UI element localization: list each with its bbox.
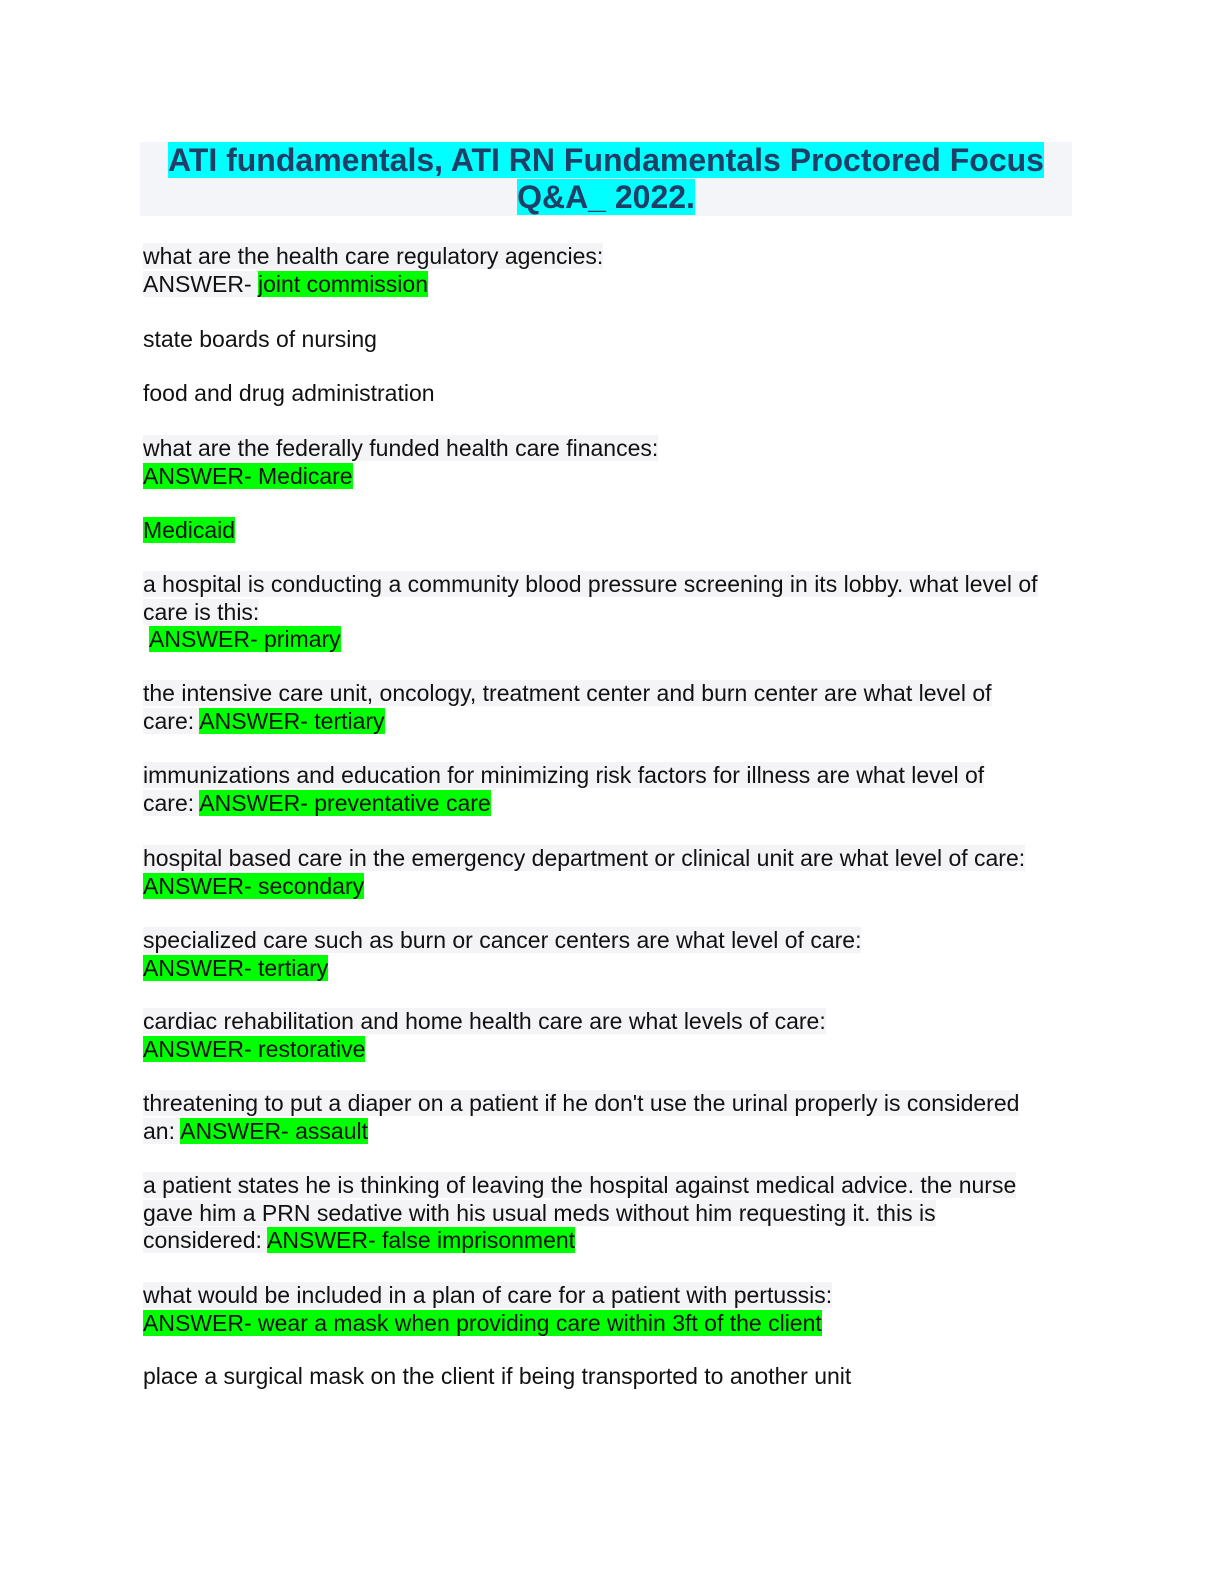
answer-highlight: ANSWER- tertiary [143,954,329,981]
answer-highlight: Medicaid [143,517,236,543]
qa-item-restorative-care [143,1008,1078,1063]
question-text-line-1: a patient states he is thinking of leaving the hospital against medical advice. the nurse [143,1172,1017,1198]
question-text: what are the health care regulatory agencies: [143,243,604,269]
question-text-line-2: care is this: [143,598,260,625]
answer-highlight: ANSWER- Medicare [143,462,353,489]
qa-item-false-imprisonment [143,1172,1078,1255]
answer-highlight: ANSWER- primary [149,626,341,652]
answer-highlight: ANSWER- wear a mask when providing care within 3ft of the client [143,1309,822,1336]
title-line-2: Q&A_ 2022. [517,179,695,215]
answer-continuation [143,326,1078,354]
question-text: what are the federally funded health care finances: [143,435,659,461]
qa-item-assault [143,1090,1078,1145]
answer-prefix: ANSWER- [143,270,258,297]
answer-continuation [143,380,1078,408]
question-text: specialized care such as burn or cancer centers are what level of care: [143,927,862,953]
qa-item-preventative-care [143,762,1078,817]
qa-item-tertiary-care [143,680,1078,735]
answer-text: place a surgical mask on the client if being transported to another unit [143,1363,852,1389]
answer-highlight: ANSWER- restorative [143,1035,366,1062]
question-text-line-2: an: [143,1117,181,1144]
answer-highlight: ANSWER- secondary [143,872,365,899]
answer-text: state boards of nursing [143,326,377,352]
question-text-line-1: a hospital is conducting a community blood pressure screening in its lobby. what level of [143,571,1038,597]
answer-highlight: ANSWER- false imprisonment [267,1227,576,1253]
question-text: hospital based care in the emergency department or clinical unit are what level of care: [143,845,1026,871]
document-title [140,142,1072,216]
title-line-1: ATI fundamentals, ATI RN Fundamentals Proctored Focus [168,142,1044,178]
question-text-line-2: gave him a PRN sedative with his usual meds without him requesting it. this is [143,1199,936,1226]
question-text-line-1: the intensive care unit, oncology, treatment center and burn center are what level of [143,680,992,706]
answer-continuation [143,1363,1078,1391]
question-text-line-1: threatening to put a diaper on a patient if he don't use the urinal properly is considered [143,1090,1020,1116]
answer-highlight: joint commission [258,270,428,297]
answer-text: food and drug administration [143,380,435,406]
answer-continuation [143,517,1078,545]
qa-item-pertussis [143,1282,1078,1337]
question-text: what would be included in a plan of care for a patient with pertussis: [143,1282,833,1308]
question-text-line-2: care: [143,789,200,816]
question-text-line-2: care: [143,707,200,734]
qa-item-regulatory-agencies [143,243,1078,298]
answer-highlight: ANSWER- tertiary [199,707,385,734]
answer-highlight: ANSWER- assault [180,1117,368,1144]
qa-item-primary-care [143,571,1078,654]
qa-item-federal-finances [143,435,1078,490]
question-text-line-1: immunizations and education for minimizing risk factors for illness are what level of [143,762,985,788]
question-text: cardiac rehabilitation and home health care are what levels of care: [143,1008,826,1034]
question-text-line-3: considered: [143,1227,268,1253]
qa-item-secondary-care [143,845,1078,900]
qa-item-specialized-care [143,927,1078,982]
answer-highlight: ANSWER- preventative care [199,789,491,816]
